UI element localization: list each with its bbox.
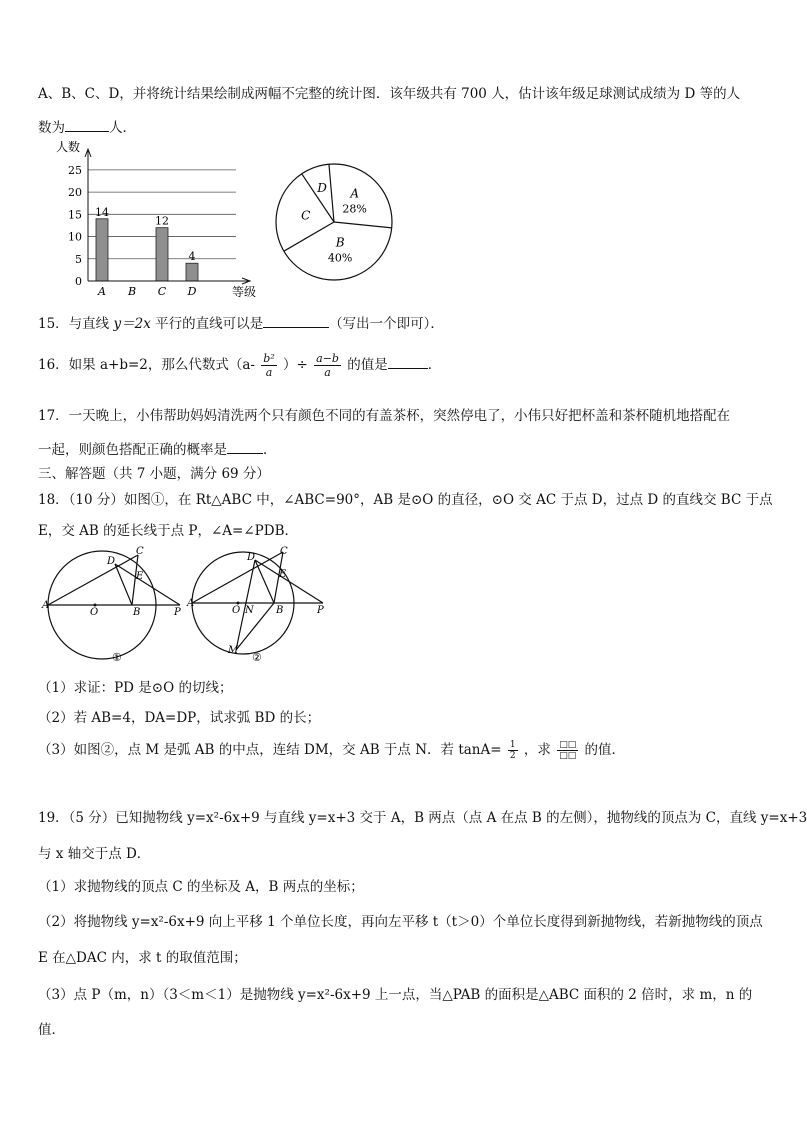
bar-value-label: 14 [95, 205, 109, 219]
q16: 16．如果 a+b=2，那么代数式（a- $\frac{\text{b²}}{a}$ ）÷ $\frac{a-b}{a}$ 的值是 ． [38, 352, 442, 379]
pie-label-B: B [335, 235, 345, 250]
q19-line1: 19．（5 分）已知抛物线 y=x²-6x+9 与直线 y=x+3 交于 A，B 两点（点 A 在点 B 的左侧），抛物线的顶点为 C，直线 y=x+3 [38, 810, 807, 826]
pie-label-C: C [301, 208, 311, 223]
bar-ytick-label: 15 [68, 208, 82, 222]
bar-value-label: 4 [188, 250, 196, 264]
q19-line2: 与 x 轴交于点 D． [38, 846, 151, 862]
fig1-label-P: P [174, 607, 181, 618]
bar-value-label: 12 [155, 214, 169, 228]
fig2-label-A: A [187, 598, 195, 609]
q18-line2: E，交 AB 的延长线于点 P，∠A=∠PDB． [38, 523, 298, 539]
q14-line2: 数为 人． [38, 120, 136, 136]
bar-ytick-label: 10 [68, 230, 82, 244]
bar-category-label: C [157, 285, 167, 298]
bar-ytick-label: 20 [68, 186, 82, 200]
q14-line1: A、B、C、D，并将统计结果绘制成两幅不完整的统计图．该年级共有 700 人，估计该年级足球测试成绩为 D 等的人 [38, 86, 741, 102]
fig2-label-D: D [247, 552, 256, 563]
bar-D [186, 263, 198, 281]
pie-percent-B: 40% [327, 251, 353, 265]
pie-percent-A: 28% [342, 202, 367, 216]
fig2-label-O: O [232, 605, 241, 616]
q19-part3-line2: 值． [38, 1022, 65, 1038]
bar-chart-xlabel: 等级 [232, 285, 257, 299]
bar-category-label: D [187, 285, 197, 298]
bar-category-label: A [98, 285, 106, 298]
pie-slice-C [284, 222, 334, 251]
bar-category-label: B [127, 285, 137, 298]
pie-slice-A [329, 164, 334, 222]
bar-A [96, 219, 108, 281]
q17-line2: 一起，则颜色搭配正确的概率是 ． [38, 442, 277, 458]
q19-part2-line2: E 在△DAC 内，求 t 的取值范围； [38, 950, 247, 966]
bar-chart [44, 138, 274, 300]
q19-part1: （1）求抛物线的顶点 C 的坐标及 A，B 两点的坐标； [38, 879, 364, 895]
q15: 15．与直线 y＝2x 平行的直线可以是 （写出一个即可）． [38, 316, 444, 332]
fig2-label-E: E [279, 569, 287, 580]
bar-C [156, 228, 168, 281]
bar-ytick-label: 25 [68, 163, 82, 177]
fig2-caption: ② [252, 651, 262, 664]
q18-part1: （1）求证：PD 是⊙O 的切线； [38, 680, 233, 696]
fig1-label-O: O [90, 607, 99, 618]
q18-line1: 18．（10 分）如图①，在 Rt△ABC 中，∠ABC=90°，AB 是⊙O 的直径，⊙O 交 AC 于点 D，过点 D 的直线交 BC 于点 [38, 492, 773, 508]
fig1-caption: ① [112, 651, 122, 664]
q19-part2-line1: （2）将抛物线 y=x²-6x+9 向上平移 1 个单位长度，再向左平移 t（t＞0）个单位长度得到新抛物线，若新抛物线的顶点 [38, 914, 763, 930]
q19-part3-line1: （3）点 P（m，n）（3＜m＜1）是抛物线 y=x²-6x+9 上一点，当△PAB 的面积是△ABC 面积的 2 倍时，求 m，n 的 [38, 987, 753, 1003]
fig2-label-M: M [228, 645, 239, 656]
q18-part2: （2）若 AB=4，DA=DP，试求弧 BD 的长； [38, 710, 321, 726]
fig1-label-E: E [136, 571, 144, 582]
figure-1 [40, 545, 190, 667]
fig2-label-B: B [276, 605, 284, 616]
pie-slice-B [334, 222, 392, 228]
section3-heading: 三、解答题（共 7 小题，满分 69 分） [38, 466, 270, 482]
q17-line1: 17．一天晚上，小伟帮助妈妈清洗两个只有颜色不同的有盖茶杯，突然停电了，小伟只好把杯盖和茶杯随机地搭配在 [38, 408, 731, 424]
fig1-label-C: C [136, 546, 144, 557]
pie-label-D: D [317, 181, 327, 196]
fig1-label-B: B [133, 607, 141, 618]
bar-chart-ylabel: 人数 [56, 140, 81, 154]
fig2-label-C: C [280, 546, 288, 557]
pie-chart [272, 160, 397, 285]
q18-part3: （3）如图②，点 M 是弧 AB 的中点，连结 DM，交 AB 于点 N．若 tanA= $\frac{1}{2}$ ，求 $\frac{□□}{□□}$ 的值． [38, 740, 625, 761]
bar-ytick-label: 5 [75, 252, 82, 266]
fig2-label-P: P [317, 605, 324, 616]
bar-ytick-label: 0 [75, 275, 82, 288]
figure-2 [188, 545, 334, 667]
fig1-label-A: A [42, 600, 50, 611]
fig2-label-N: N [245, 605, 254, 616]
pie-label-A: A [350, 186, 359, 201]
fig1-label-D: D [107, 556, 116, 567]
